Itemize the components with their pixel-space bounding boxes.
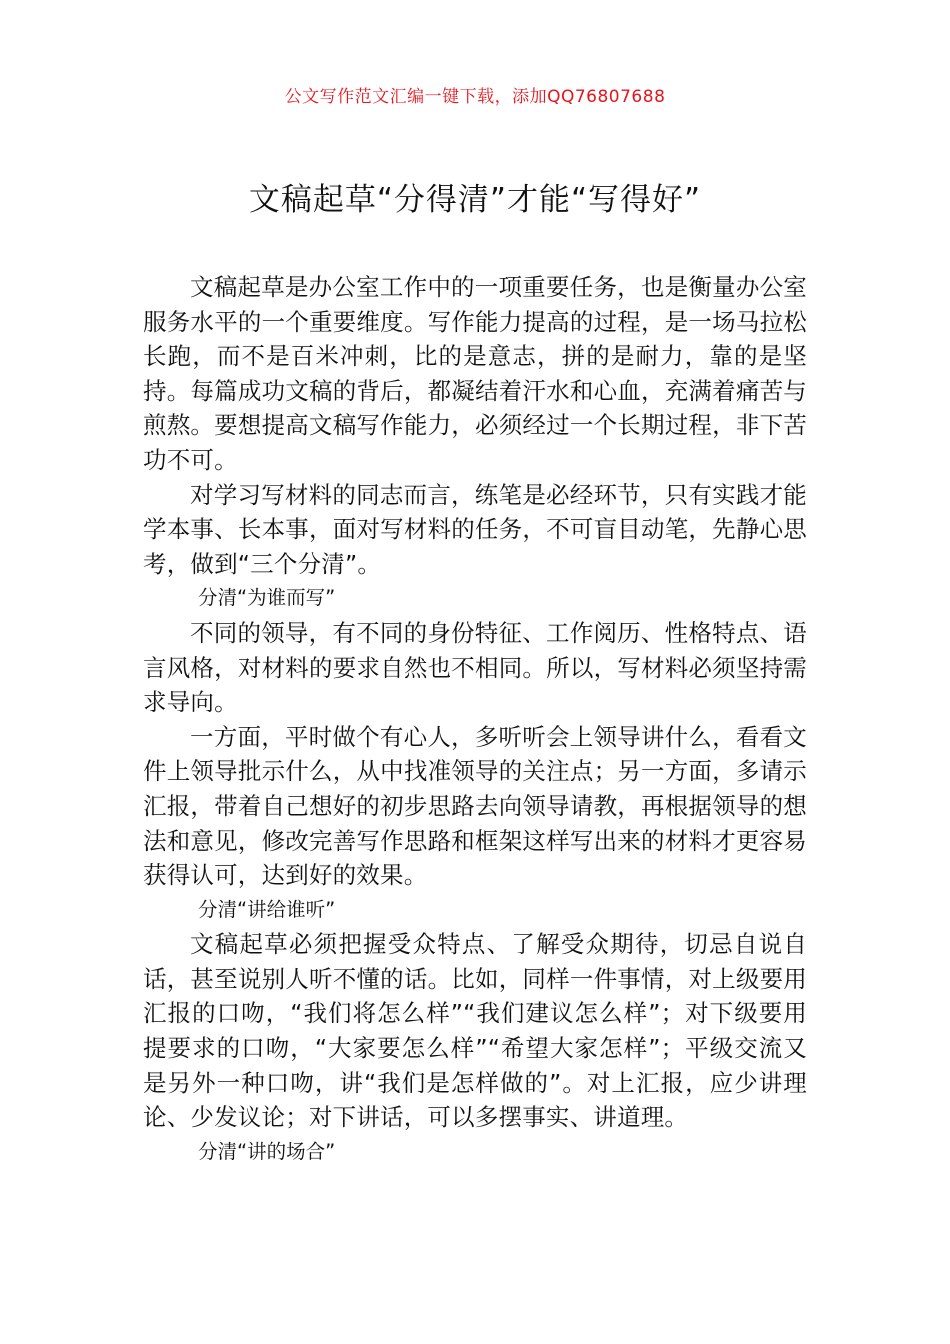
paragraph-three-distinctions: 对学习写材料的同志而言，练笔是必经环节，只有实践才能学本事、长本事，面对写材料的任务，不可盲目动笔，先静心思考，做到“三个分清”。 — [143, 480, 807, 578]
watermark-banner: 公文写作范文汇编一键下载，添加QQ76807688 — [284, 87, 666, 107]
paragraph-audience-tone: 文稿起草必须把握受众特点、了解受众期待，切忌自说自话，甚至说别人听不懂的话。比如，同样一件事情，对上级要用汇报的口吻，“我们将怎么样”“我们建议怎么样”；对下级要用提要求的口吻，“大家要怎么样”“希望大家怎样”；平级交流又是另外一种口吻，讲“我们是怎样做的”。对上汇报，应少讲理论、少发议论；对下讲话，可以多摆事实、讲道理。 — [143, 930, 807, 1132]
paragraph-two-approaches: 一方面，平时做个有心人，多听听会上领导讲什么，看看文件上领导批示什么，从中找准领导的关注点；另一方面，多请示汇报，带着自己想好的初步思路去向领导请教，再根据领导的想法和意见，修改完善写作思路和框架这样写出来的材料才更容易获得认可，达到好的效果。 — [143, 722, 807, 890]
section-heading-for-whom: 分清“为谁而写” — [198, 586, 336, 610]
section-heading-audience: 分清“讲给谁听” — [198, 897, 336, 921]
section-heading-occasion: 分清“讲的场合” — [198, 1139, 336, 1163]
paragraph-leader-needs: 不同的领导，有不同的身份特征、工作阅历、性格特点、语言风格，对材料的要求自然也不相同。所以，写材料必须坚持需求导向。 — [143, 618, 807, 717]
document-body — [143, 270, 807, 1169]
document-title: 文稿起草“分得清”才能“写得好” — [248, 182, 702, 218]
paragraph-intro: 文稿起草是办公室工作中的一项重要任务，也是衡量办公室服务水平的一个重要维度。写作能力提高的过程，是一场马拉松长跑，而不是百米冲刺，比的是意志，拼的是耐力，靠的是坚持。每篇成功文稿的背后，都凝结着汗水和心血，充满着痛苦与煎熬。要想提高文稿写作能力，必须经过一个长期过程，非下苦功不可。 — [143, 273, 807, 474]
